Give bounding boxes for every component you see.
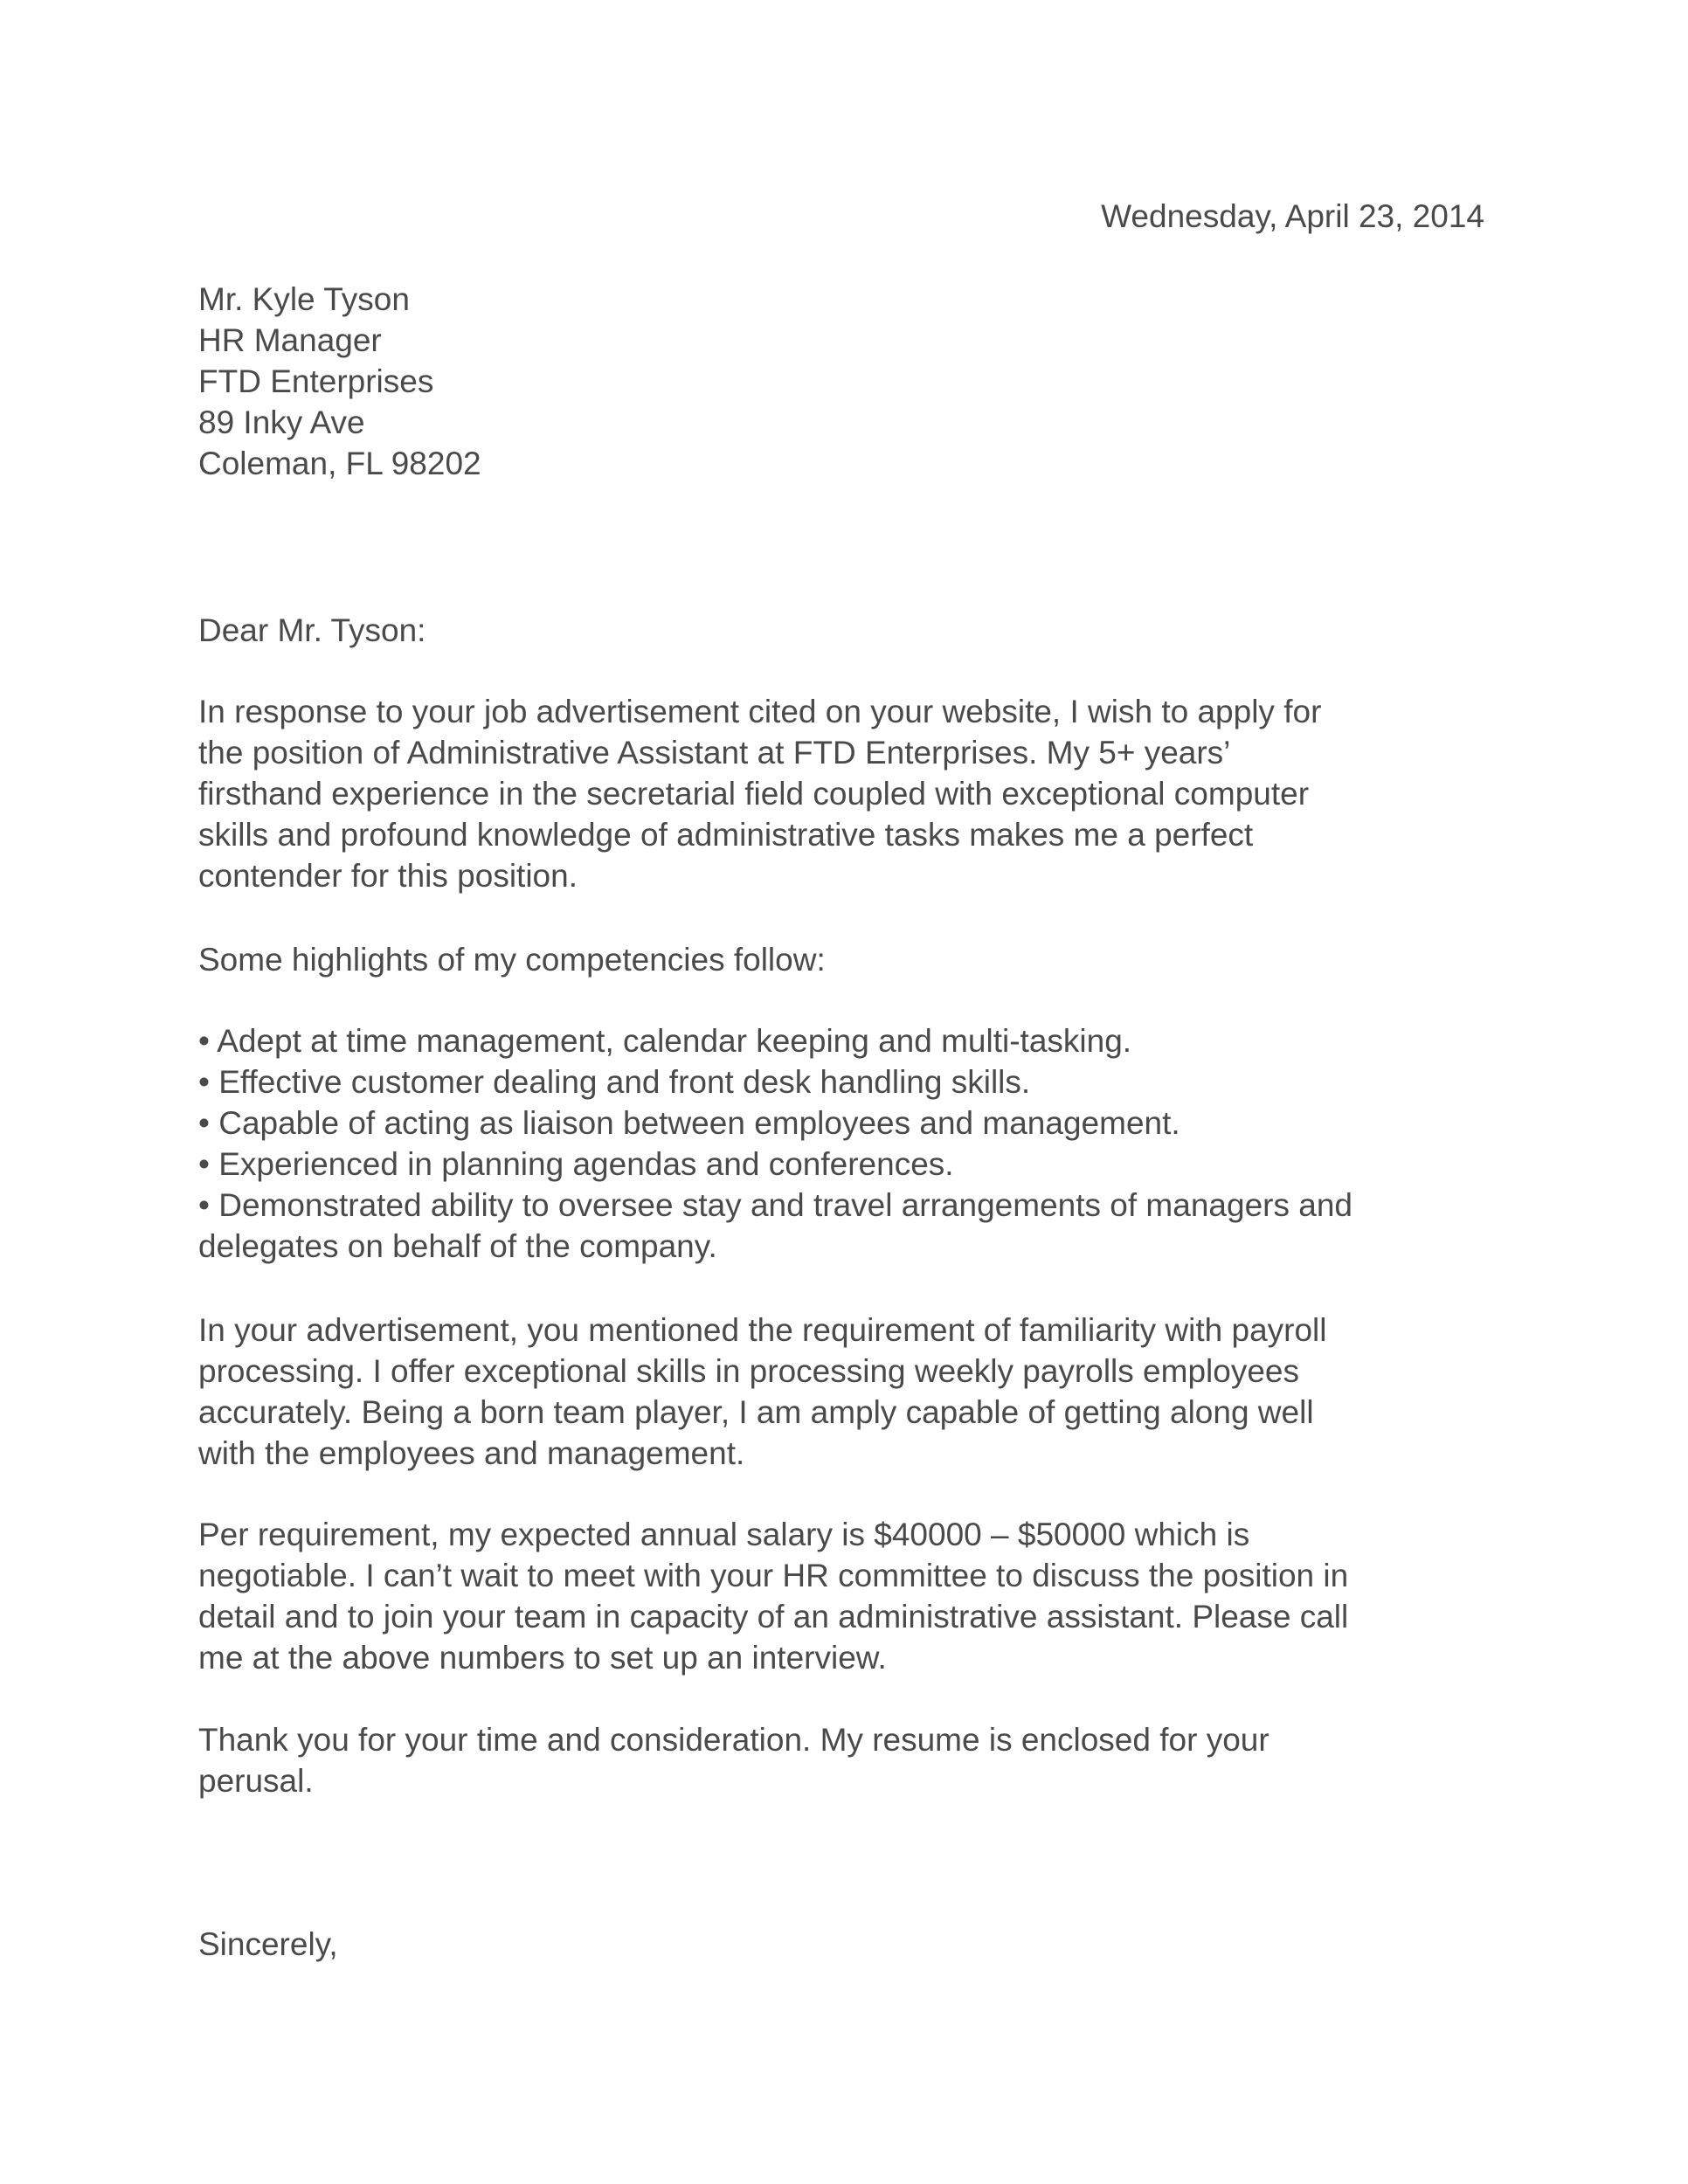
paragraph-line: perusal. (198, 1763, 314, 1799)
highlight-item: • Capable of acting as liaison between employees and management. (198, 1105, 1180, 1141)
paragraph-line: contender for this position. (198, 858, 578, 894)
paragraph-salary (198, 1514, 1491, 1678)
paragraph-line: accurately. Being a born team player, I am amply capable of getting along well (198, 1394, 1314, 1430)
recipient-name: Mr. Kyle Tyson (198, 281, 410, 317)
letter-date: Wednesday, April 23, 2014 (1101, 198, 1484, 234)
paragraph-line: In your advertisement, you mentioned the requirement of familiarity with payroll (198, 1312, 1327, 1348)
paragraph-line: Thank you for your time and consideration. My resume is enclosed for your (198, 1722, 1269, 1758)
paragraph-line: the position of Administrative Assistant at FTD Enterprises. My 5+ years’ (198, 735, 1231, 771)
recipient-city-state-zip: Coleman, FL 98202 (198, 446, 481, 481)
recipient-address (198, 279, 1491, 484)
highlights-intro: Some highlights of my competencies follow: (198, 942, 826, 978)
salutation: Dear Mr. Tyson: (198, 612, 426, 648)
highlight-item-continued: delegates on behalf of the company. (198, 1228, 717, 1264)
paragraph-line: negotiable. I can’t wait to meet with your HR committee to discuss the position in (198, 1558, 1349, 1593)
closing: Sincerely, (198, 1926, 338, 1962)
highlight-item: • Adept at time management, calendar keeping and multi-tasking. (198, 1023, 1132, 1059)
paragraph-thanks (198, 1719, 1491, 1801)
paragraph-line: firsthand experience in the secretarial field coupled with exceptional computer (198, 776, 1310, 812)
highlight-item: • Demonstrated ability to oversee stay and travel arrangements of managers and (198, 1187, 1352, 1223)
paragraph-line: In response to your job advertisement cited on your website, I wish to apply for (198, 694, 1322, 729)
recipient-company: FTD Enterprises (198, 363, 434, 399)
paragraph-line: processing. I offer exceptional skills in processing weekly payrolls employees (198, 1353, 1299, 1389)
paragraph-line: Per requirement, my expected annual salary is $40000 – $50000 which is (198, 1517, 1250, 1552)
paragraph-line: detail and to join your team in capacity of an administrative assistant. Please call (198, 1599, 1349, 1635)
paragraph-line: me at the above numbers to set up an interview. (198, 1640, 887, 1676)
paragraph-line: skills and profound knowledge of administrative tasks makes me a perfect (198, 817, 1254, 853)
highlight-item: • Experienced in planning agendas and conferences. (198, 1146, 954, 1182)
paragraph-line: with the employees and management. (198, 1435, 745, 1471)
highlights-list (198, 1020, 1491, 1267)
paragraph-payroll (198, 1310, 1491, 1474)
recipient-title: HR Manager (198, 322, 382, 358)
highlight-item: • Effective customer dealing and front desk handling skills. (198, 1064, 1031, 1100)
paragraph-introduction (198, 691, 1491, 896)
recipient-street: 89 Inky Ave (198, 404, 365, 440)
